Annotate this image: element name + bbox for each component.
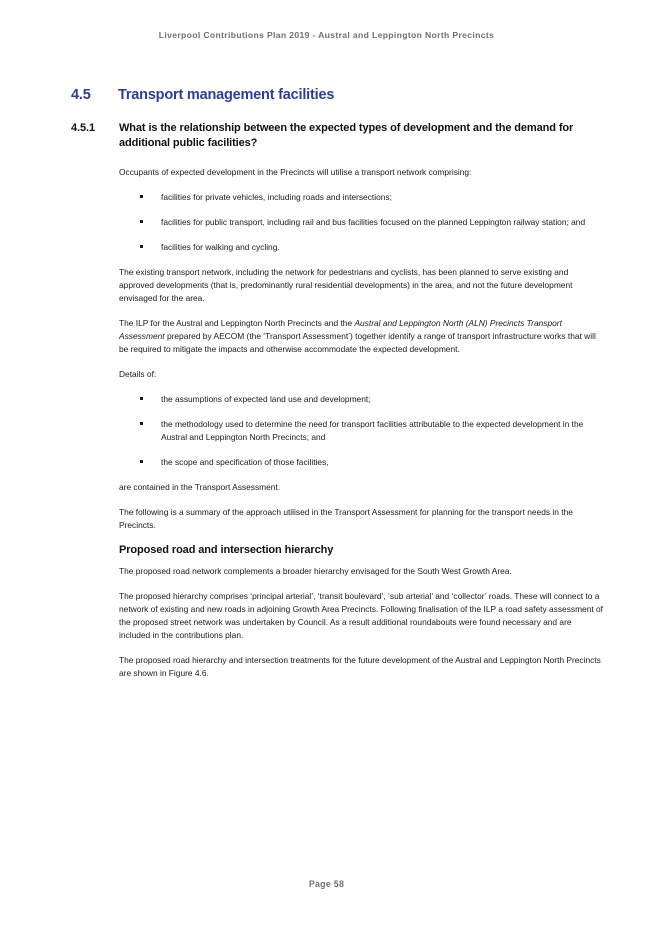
section-title: Transport management facilities (118, 87, 335, 103)
bullet-icon (140, 397, 143, 400)
paragraph (119, 317, 605, 356)
list-item-text: the scope and specification of those facilities, (161, 457, 329, 467)
bullet-list (119, 393, 605, 469)
running-header: Liverpool Contributions Plan 2019 - Austral and Leppington North Precincts (158, 30, 495, 40)
list-item (119, 191, 605, 204)
list-item-text: facilities for public transport, including rail and bus facilities focused on the planned Leppington railway station; and (161, 217, 586, 227)
paragraph: The proposed road hierarchy and intersection treatments for the future development of the Austral and Leppington North Precincts are shown in Figure 4.6. (119, 655, 601, 678)
paragraph: Occupants of expected development in the Precincts will utilise a transport network comprising: (119, 167, 472, 177)
subsection-title: What is the relationship between the expected types of development and the demand for additional public facilities? (119, 122, 574, 149)
bullet-icon (140, 195, 143, 198)
list-item-text: facilities for private vehicles, including roads and intersections; (161, 192, 392, 202)
paragraph-text: prepared by AECOM (the ‘Transport Assessment’) together identify a range of transport infrastructure works that will be required to mitigate the impacts and otherwise accommodate the expected development. (119, 331, 596, 354)
paragraph: The existing transport network, including the network for pedestrians and cyclists, has been planned to serve existing and approved developments (that is, predominantly rural residential developments) in the area, and not the future development envisaged for the area. (119, 267, 573, 303)
page-number: Page 58 (308, 879, 345, 889)
list-item (119, 241, 605, 254)
document-title-italic: Austral and Leppington North (ALN) Precincts Transport Assessment (119, 318, 562, 341)
section-number: 4.5 (71, 87, 91, 103)
subsection-heading (71, 121, 611, 151)
body-content (119, 166, 605, 692)
section-heading (71, 87, 631, 103)
list-item-text: the methodology used to determine the need for transport facilities attributable to the expected development in the Austral and Leppington North Precincts; and (161, 419, 584, 442)
bullet-icon (140, 460, 143, 463)
list-item (119, 216, 605, 229)
subheading-road-hierarchy: Proposed road and intersection hierarchy (119, 544, 334, 556)
paragraph: The proposed hierarchy comprises ‘principal arterial’, ‘transit boulevard’, ‘sub arterial’ and ‘collector’ roads. These will connect to a network of existing and new roads in adjoining Growth Area Precincts. Following finalisation of the ILP a road safety assessment of the proposed street network was undertaken by Council. As a result additional roundabouts were found necessary and are included in the contributions plan. (119, 591, 603, 640)
list-item (119, 418, 605, 444)
paragraph: Details of: (119, 369, 157, 379)
bullet-icon (140, 245, 143, 248)
bullet-list (119, 191, 605, 254)
list-item-text: facilities for walking and cycling. (161, 242, 280, 252)
subsection-number: 4.5.1 (71, 122, 95, 134)
paragraph: The following is a summary of the approach utilised in the Transport Assessment for planning for the transport needs in the Precincts. (119, 507, 573, 530)
bullet-icon (140, 422, 143, 425)
bullet-icon (140, 220, 143, 223)
list-item-text: the assumptions of expected land use and development; (161, 394, 371, 404)
list-item (119, 456, 605, 469)
paragraph: The proposed road network complements a broader hierarchy envisaged for the South West Growth Area. (119, 566, 512, 576)
list-item (119, 393, 605, 406)
paragraph-text: The ILP for the Austral and Leppington North Precincts and the (119, 318, 355, 328)
paragraph: are contained in the Transport Assessment. (119, 482, 281, 492)
